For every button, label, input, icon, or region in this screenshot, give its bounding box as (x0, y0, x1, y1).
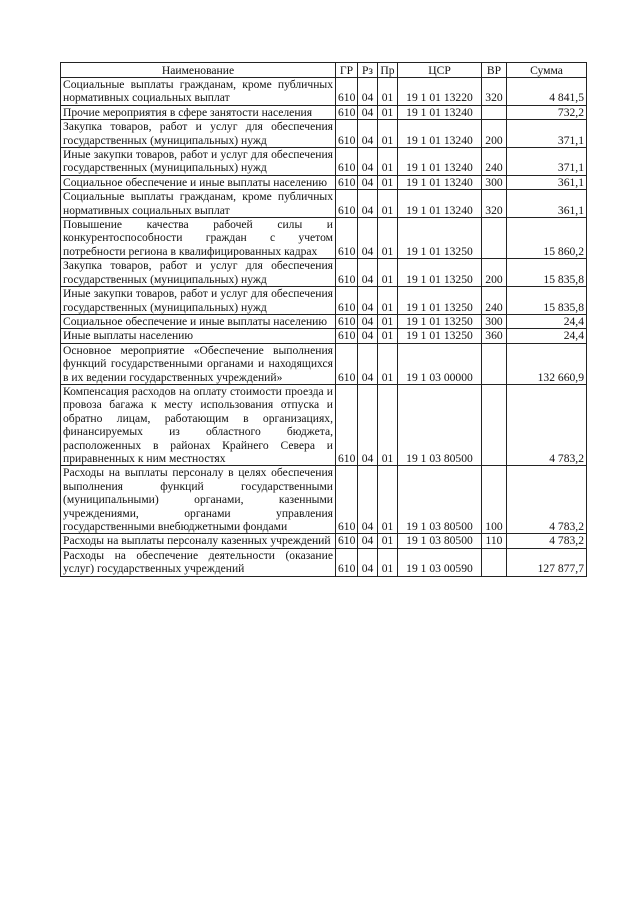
cell-pr: 01 (378, 466, 398, 534)
cell-vr: 300 (482, 175, 507, 189)
cell-csr: 19 1 03 80500 (398, 384, 482, 465)
table-row (61, 548, 587, 576)
cell-sum: 361,1 (507, 175, 587, 189)
cell-vr (482, 343, 507, 384)
cell-pr: 01 (378, 218, 398, 259)
cell-gr: 610 (336, 120, 358, 148)
cell-vr: 100 (482, 466, 507, 534)
cell-sum: 361,1 (507, 190, 587, 218)
cell-name: Компенсация расходов на оплату стоимости проезда и провоза багажа к месту использования отпуска и обратно лицам, работающим в организациях, финансируемых из областного бюджета, расположенных в районах Крайнего Севера и приравненных к ним местностях (61, 384, 336, 465)
header-sum: Сумма (507, 63, 587, 78)
table-row (61, 105, 587, 119)
cell-sum: 24,4 (507, 314, 587, 328)
cell-csr: 19 1 01 13220 (398, 78, 482, 106)
table-row (61, 175, 587, 189)
cell-sum: 15 835,8 (507, 259, 587, 287)
budget-table (60, 62, 587, 577)
cell-gr: 610 (336, 218, 358, 259)
cell-csr: 19 1 01 13240 (398, 175, 482, 189)
cell-name: Расходы на обеспечение деятельности (оказание услуг) государственных учреждений (61, 548, 336, 576)
cell-gr: 610 (336, 259, 358, 287)
cell-vr: 110 (482, 534, 507, 548)
table-row (61, 329, 587, 343)
cell-pr: 01 (378, 534, 398, 548)
cell-sum: 15 835,8 (507, 287, 587, 315)
cell-sum: 15 860,2 (507, 218, 587, 259)
cell-csr: 19 1 03 80500 (398, 466, 482, 534)
cell-vr (482, 105, 507, 119)
cell-pr: 01 (378, 105, 398, 119)
table-row (61, 466, 587, 534)
cell-sum: 24,4 (507, 329, 587, 343)
cell-name: Основное мероприятие «Обеспечение выполнения функций государственными органами и находящихся в их ведении государственных учреждений» (61, 343, 336, 384)
cell-rz: 04 (358, 78, 378, 106)
cell-name: Прочие мероприятия в сфере занятости населения (61, 105, 336, 119)
table-header (61, 63, 587, 78)
cell-name: Расходы на выплаты персоналу в целях обеспечения выполнения функций государственными (муниципальными) органами, казенными учреждениями, органами управления государственными внебюджетными фондами (61, 466, 336, 534)
cell-name: Социальные выплаты гражданам, кроме публичных нормативных социальных выплат (61, 190, 336, 218)
cell-vr (482, 384, 507, 465)
table-row (61, 120, 587, 148)
cell-sum: 732,2 (507, 105, 587, 119)
cell-pr: 01 (378, 259, 398, 287)
cell-sum: 4 783,2 (507, 534, 587, 548)
header-name: Наименование (61, 63, 336, 78)
cell-rz: 04 (358, 384, 378, 465)
cell-gr: 610 (336, 175, 358, 189)
cell-pr: 01 (378, 287, 398, 315)
cell-gr: 610 (336, 466, 358, 534)
cell-gr: 610 (336, 329, 358, 343)
cell-name: Иные закупки товаров, работ и услуг для обеспечения государственных (муниципальных) нужд (61, 148, 336, 176)
table-row (61, 343, 587, 384)
cell-rz: 04 (358, 534, 378, 548)
cell-pr: 01 (378, 548, 398, 576)
cell-rz: 04 (358, 218, 378, 259)
cell-vr: 320 (482, 190, 507, 218)
cell-sum: 371,1 (507, 148, 587, 176)
header-pr: Пр (378, 63, 398, 78)
header-csr: ЦСР (398, 63, 482, 78)
cell-sum: 4 841,5 (507, 78, 587, 106)
cell-csr: 19 1 03 80500 (398, 534, 482, 548)
header-row (61, 63, 587, 78)
cell-pr: 01 (378, 190, 398, 218)
cell-rz: 04 (358, 343, 378, 384)
cell-sum: 4 783,2 (507, 466, 587, 534)
cell-name: Иные закупки товаров, работ и услуг для обеспечения государственных (муниципальных) нужд (61, 287, 336, 315)
cell-vr (482, 218, 507, 259)
table-row (61, 287, 587, 315)
table-row (61, 384, 587, 465)
cell-rz: 04 (358, 120, 378, 148)
cell-rz: 04 (358, 190, 378, 218)
cell-csr: 19 1 01 13250 (398, 218, 482, 259)
cell-csr: 19 1 01 13250 (398, 287, 482, 315)
cell-name: Социальное обеспечение и иные выплаты населению (61, 175, 336, 189)
cell-name: Повышение качества рабочей силы и конкурентоспособности граждан с учетом потребности региона в квалифицированных кадрах (61, 218, 336, 259)
cell-pr: 01 (378, 343, 398, 384)
cell-pr: 01 (378, 329, 398, 343)
header-gr: ГР (336, 63, 358, 78)
cell-pr: 01 (378, 314, 398, 328)
cell-gr: 610 (336, 548, 358, 576)
cell-name: Закупка товаров, работ и услуг для обеспечения государственных (муниципальных) нужд (61, 120, 336, 148)
cell-gr: 610 (336, 190, 358, 218)
cell-rz: 04 (358, 548, 378, 576)
cell-csr: 19 1 03 00000 (398, 343, 482, 384)
cell-name: Социальные выплаты гражданам, кроме публичных нормативных социальных выплат (61, 78, 336, 106)
table-row (61, 218, 587, 259)
cell-gr: 610 (336, 105, 358, 119)
cell-rz: 04 (358, 105, 378, 119)
cell-sum: 4 783,2 (507, 384, 587, 465)
cell-csr: 19 1 01 13250 (398, 314, 482, 328)
cell-rz: 04 (358, 259, 378, 287)
cell-sum: 371,1 (507, 120, 587, 148)
cell-rz: 04 (358, 148, 378, 176)
cell-vr: 300 (482, 314, 507, 328)
cell-vr: 200 (482, 259, 507, 287)
header-rz: Рз (358, 63, 378, 78)
table-row (61, 148, 587, 176)
cell-name: Иные выплаты населению (61, 329, 336, 343)
cell-vr: 320 (482, 78, 507, 106)
table-row (61, 259, 587, 287)
cell-csr: 19 1 01 13240 (398, 148, 482, 176)
table-row (61, 190, 587, 218)
cell-rz: 04 (358, 466, 378, 534)
cell-csr: 19 1 01 13240 (398, 190, 482, 218)
cell-vr: 240 (482, 148, 507, 176)
cell-csr: 19 1 01 13250 (398, 329, 482, 343)
cell-rz: 04 (358, 329, 378, 343)
table-row (61, 78, 587, 106)
cell-pr: 01 (378, 78, 398, 106)
cell-csr: 19 1 01 13240 (398, 120, 482, 148)
table-body (61, 78, 587, 577)
cell-gr: 610 (336, 384, 358, 465)
cell-vr: 200 (482, 120, 507, 148)
cell-gr: 610 (336, 287, 358, 315)
cell-gr: 610 (336, 314, 358, 328)
cell-gr: 610 (336, 78, 358, 106)
cell-gr: 610 (336, 343, 358, 384)
cell-name: Закупка товаров, работ и услуг для обеспечения государственных (муниципальных) нужд (61, 259, 336, 287)
cell-sum: 132 660,9 (507, 343, 587, 384)
cell-pr: 01 (378, 148, 398, 176)
cell-pr: 01 (378, 384, 398, 465)
cell-pr: 01 (378, 120, 398, 148)
cell-name: Социальное обеспечение и иные выплаты населению (61, 314, 336, 328)
cell-gr: 610 (336, 148, 358, 176)
cell-vr: 360 (482, 329, 507, 343)
cell-gr: 610 (336, 534, 358, 548)
cell-rz: 04 (358, 175, 378, 189)
table-row (61, 314, 587, 328)
cell-pr: 01 (378, 175, 398, 189)
cell-csr: 19 1 01 13250 (398, 259, 482, 287)
cell-csr: 19 1 03 00590 (398, 548, 482, 576)
cell-rz: 04 (358, 287, 378, 315)
cell-rz: 04 (358, 314, 378, 328)
cell-vr (482, 548, 507, 576)
cell-name: Расходы на выплаты персоналу казенных учреждений (61, 534, 336, 548)
header-vr: ВР (482, 63, 507, 78)
cell-csr: 19 1 01 13240 (398, 105, 482, 119)
table-row (61, 534, 587, 548)
cell-sum: 127 877,7 (507, 548, 587, 576)
cell-vr: 240 (482, 287, 507, 315)
